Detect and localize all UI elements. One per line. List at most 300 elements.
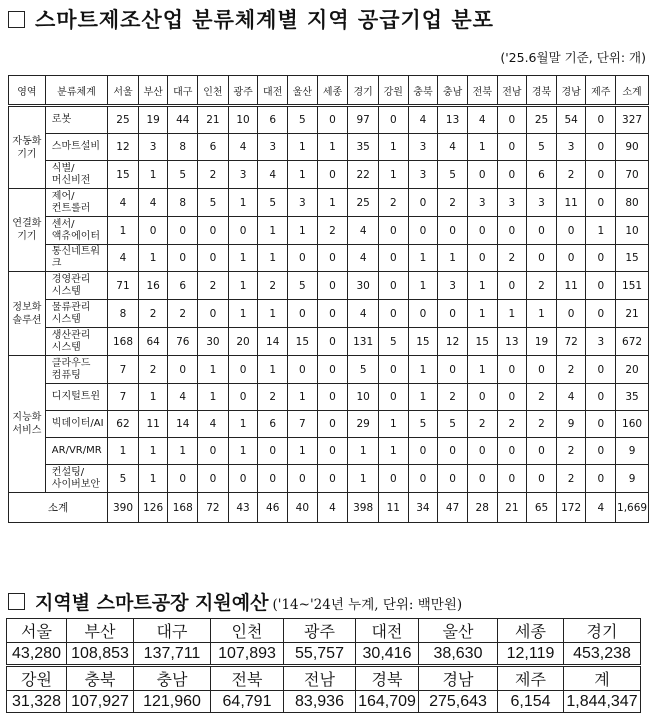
value-cell: 22: [348, 161, 379, 189]
value-cell: 0: [467, 438, 497, 465]
value-cell: 15: [616, 245, 649, 272]
budget-region-cell: 인천: [211, 619, 284, 643]
value-cell: 1: [467, 300, 497, 328]
value-cell: 1: [258, 300, 288, 328]
value-cell: 4: [556, 384, 586, 411]
budget-value-cell: 30,416: [356, 643, 419, 666]
value-cell: 0: [198, 438, 229, 465]
value-cell: 8: [168, 189, 198, 217]
value-cell: 0: [497, 384, 527, 411]
value-cell: 2: [497, 411, 527, 438]
value-cell: 16: [138, 272, 168, 300]
column-header: 충남: [438, 76, 468, 106]
value-cell: 3: [288, 189, 318, 217]
value-cell: 0: [288, 465, 318, 493]
total-value-cell: 72: [198, 493, 229, 523]
value-cell: 0: [198, 245, 229, 272]
value-cell: 0: [317, 384, 348, 411]
budget-value-cell: 64,791: [211, 691, 284, 713]
total-value-cell: 4: [586, 493, 616, 523]
value-cell: 6: [258, 411, 288, 438]
value-cell: 4: [348, 300, 379, 328]
value-cell: 0: [258, 465, 288, 493]
budget-value-cell: 164,709: [356, 691, 419, 713]
value-cell: 8: [108, 300, 139, 328]
area-cell: 정보화 솔루션: [9, 272, 46, 356]
value-cell: 1: [467, 134, 497, 161]
value-cell: 0: [586, 438, 616, 465]
area-cell: 지능화 서비스: [9, 356, 46, 493]
value-cell: 327: [616, 106, 649, 134]
value-cell: 1: [228, 245, 258, 272]
table-row: [9, 189, 649, 217]
value-cell: 21: [198, 106, 229, 134]
section2-title: [8, 588, 462, 615]
column-header: 부산: [138, 76, 168, 106]
value-cell: 160: [616, 411, 649, 438]
value-cell: 0: [228, 465, 258, 493]
table-row: [9, 134, 649, 161]
value-cell: 0: [527, 356, 557, 384]
column-header: 세종: [317, 76, 348, 106]
value-cell: 2: [168, 300, 198, 328]
value-cell: 2: [378, 189, 408, 217]
value-cell: 0: [228, 356, 258, 384]
value-cell: 0: [378, 245, 408, 272]
table-row: [9, 300, 649, 328]
value-cell: 3: [556, 134, 586, 161]
value-cell: 0: [497, 106, 527, 134]
value-cell: 4: [138, 189, 168, 217]
category-cell: 통신네트워크: [45, 245, 107, 272]
checkbox-square-icon: [8, 11, 25, 28]
value-cell: 1: [168, 438, 198, 465]
total-value-cell: 34: [408, 493, 438, 523]
value-cell: 1: [438, 245, 468, 272]
value-cell: 0: [317, 438, 348, 465]
budget-region-cell: 부산: [67, 619, 134, 643]
value-cell: 64: [138, 328, 168, 356]
value-cell: 0: [556, 217, 586, 245]
value-cell: 0: [556, 245, 586, 272]
total-row: [9, 493, 649, 523]
value-cell: 2: [527, 411, 557, 438]
value-cell: 3: [527, 189, 557, 217]
value-cell: 4: [438, 134, 468, 161]
budget-region-cell: 세종: [498, 619, 564, 643]
category-cell: 식별/ 머신비전: [45, 161, 107, 189]
value-cell: 0: [527, 438, 557, 465]
table-row: [9, 411, 649, 438]
value-cell: 1: [258, 217, 288, 245]
value-cell: 30: [348, 272, 379, 300]
value-cell: 0: [288, 356, 318, 384]
section2-subtitle: ('14~'24년 누계, 단위: 백만원): [272, 597, 463, 613]
value-cell: 2: [138, 300, 168, 328]
budget-value-cell: 453,238: [564, 643, 641, 666]
value-cell: 0: [467, 465, 497, 493]
value-cell: 4: [467, 106, 497, 134]
value-cell: 0: [527, 245, 557, 272]
value-cell: 2: [438, 189, 468, 217]
budget-region-cell: 서울: [7, 619, 67, 643]
value-cell: 5: [348, 356, 379, 384]
section1-title: [8, 4, 494, 34]
value-cell: 0: [317, 328, 348, 356]
value-cell: 12: [438, 328, 468, 356]
column-header: 분류체계: [45, 76, 107, 106]
budget-region-cell: 전남: [284, 666, 356, 691]
value-cell: 6: [168, 272, 198, 300]
budget-value-row: [7, 691, 641, 713]
category-cell: 경영관리 시스템: [45, 272, 107, 300]
value-cell: 72: [556, 328, 586, 356]
category-cell: 스마트설비: [45, 134, 107, 161]
value-cell: 10: [616, 217, 649, 245]
value-cell: 1: [586, 217, 616, 245]
value-cell: 1: [378, 438, 408, 465]
table-row: [9, 217, 649, 245]
value-cell: 1: [258, 356, 288, 384]
budget-region-row: [7, 666, 641, 691]
value-cell: 0: [527, 217, 557, 245]
budget-table: [6, 618, 641, 713]
value-cell: 2: [527, 272, 557, 300]
value-cell: 0: [288, 245, 318, 272]
value-cell: 5: [438, 161, 468, 189]
table-row: [9, 356, 649, 384]
value-cell: 2: [138, 356, 168, 384]
value-cell: 6: [258, 106, 288, 134]
value-cell: 0: [228, 217, 258, 245]
value-cell: 0: [317, 245, 348, 272]
value-cell: 13: [438, 106, 468, 134]
value-cell: 71: [108, 272, 139, 300]
category-cell: 센서/ 액츄에이터: [45, 217, 107, 245]
value-cell: 1: [138, 465, 168, 493]
value-cell: 13: [497, 328, 527, 356]
value-cell: 1: [408, 245, 438, 272]
category-cell: 디지털트윈: [45, 384, 107, 411]
value-cell: 0: [497, 465, 527, 493]
column-header: 강원: [378, 76, 408, 106]
value-cell: 1: [378, 411, 408, 438]
budget-value-cell: 107,927: [67, 691, 134, 713]
value-cell: 3: [228, 161, 258, 189]
value-cell: 3: [138, 134, 168, 161]
column-header: 울산: [288, 76, 318, 106]
value-cell: 7: [108, 384, 139, 411]
value-cell: 3: [408, 161, 438, 189]
value-cell: 1: [378, 134, 408, 161]
value-cell: 54: [556, 106, 586, 134]
category-cell: AR/VR/MR: [45, 438, 107, 465]
value-cell: 0: [378, 465, 408, 493]
value-cell: 2: [467, 411, 497, 438]
value-cell: 0: [288, 300, 318, 328]
value-cell: 131: [348, 328, 379, 356]
value-cell: 0: [228, 384, 258, 411]
value-cell: 1: [288, 161, 318, 189]
value-cell: 0: [378, 300, 408, 328]
value-cell: 1: [408, 384, 438, 411]
table-row: [9, 161, 649, 189]
value-cell: 2: [258, 384, 288, 411]
value-cell: 11: [556, 189, 586, 217]
value-cell: 15: [288, 328, 318, 356]
unit-note: ('25.6월말 기준, 단위: 개): [500, 50, 646, 65]
budget-region-cell: 대전: [356, 619, 419, 643]
table-row: [9, 272, 649, 300]
value-cell: 70: [616, 161, 649, 189]
value-cell: 5: [198, 189, 229, 217]
total-value-cell: 28: [467, 493, 497, 523]
value-cell: 0: [438, 300, 468, 328]
value-cell: 2: [258, 272, 288, 300]
value-cell: 0: [408, 438, 438, 465]
value-cell: 4: [108, 189, 139, 217]
value-cell: 76: [168, 328, 198, 356]
value-cell: 7: [288, 411, 318, 438]
area-cell: 자동화 기기: [9, 106, 46, 189]
value-cell: 0: [408, 300, 438, 328]
value-cell: 2: [556, 356, 586, 384]
value-cell: 5: [288, 106, 318, 134]
value-cell: 0: [438, 356, 468, 384]
budget-value-cell: 55,757: [284, 643, 356, 666]
value-cell: 1: [138, 438, 168, 465]
value-cell: 9: [616, 438, 649, 465]
value-cell: 0: [586, 189, 616, 217]
value-cell: 14: [258, 328, 288, 356]
value-cell: 25: [527, 106, 557, 134]
value-cell: 62: [108, 411, 139, 438]
budget-region-cell: 충남: [134, 666, 211, 691]
value-cell: 0: [467, 384, 497, 411]
budget-region-cell: 계: [564, 666, 641, 691]
value-cell: 4: [258, 161, 288, 189]
value-cell: 4: [108, 245, 139, 272]
value-cell: 0: [378, 106, 408, 134]
value-cell: 8: [168, 134, 198, 161]
value-cell: 15: [108, 161, 139, 189]
value-cell: 0: [497, 438, 527, 465]
table-row: [9, 384, 649, 411]
column-header: 인천: [198, 76, 229, 106]
value-cell: 15: [467, 328, 497, 356]
value-cell: 1: [228, 300, 258, 328]
value-cell: 4: [348, 217, 379, 245]
value-cell: 0: [317, 411, 348, 438]
total-value-cell: 168: [168, 493, 198, 523]
total-value-cell: 1,669: [616, 493, 649, 523]
column-header: 경기: [348, 76, 379, 106]
value-cell: 3: [438, 272, 468, 300]
value-cell: 168: [108, 328, 139, 356]
column-header: 대전: [258, 76, 288, 106]
value-cell: 1: [288, 438, 318, 465]
category-cell: 컨설팅/ 사이버보안: [45, 465, 107, 493]
value-cell: 1: [348, 465, 379, 493]
value-cell: 0: [586, 134, 616, 161]
budget-region-cell: 충북: [67, 666, 134, 691]
budget-region-cell: 울산: [419, 619, 498, 643]
value-cell: 1: [288, 134, 318, 161]
value-cell: 151: [616, 272, 649, 300]
value-cell: 0: [586, 356, 616, 384]
value-cell: 3: [467, 189, 497, 217]
value-cell: 2: [497, 245, 527, 272]
value-cell: 5: [378, 328, 408, 356]
budget-value-cell: 275,643: [419, 691, 498, 713]
table-row: [9, 245, 649, 272]
value-cell: 4: [198, 411, 229, 438]
budget-region-cell: 경남: [419, 666, 498, 691]
value-cell: 4: [168, 384, 198, 411]
value-cell: 0: [408, 465, 438, 493]
column-header: 제주: [586, 76, 616, 106]
total-value-cell: 4: [317, 493, 348, 523]
value-cell: 1: [228, 411, 258, 438]
value-cell: 2: [527, 384, 557, 411]
value-cell: 2: [198, 272, 229, 300]
category-cell: 클라우드 컴퓨팅: [45, 356, 107, 384]
total-value-cell: 172: [556, 493, 586, 523]
value-cell: 0: [467, 217, 497, 245]
value-cell: 1: [198, 356, 229, 384]
total-value-cell: 21: [497, 493, 527, 523]
value-cell: 0: [438, 438, 468, 465]
value-cell: 25: [108, 106, 139, 134]
value-cell: 5: [408, 411, 438, 438]
column-header: 경남: [556, 76, 586, 106]
value-cell: 1: [108, 217, 139, 245]
value-cell: 0: [586, 245, 616, 272]
value-cell: 1: [348, 438, 379, 465]
total-value-cell: 43: [228, 493, 258, 523]
total-value-cell: 390: [108, 493, 139, 523]
value-cell: 1: [228, 189, 258, 217]
value-cell: 1: [198, 384, 229, 411]
value-cell: 25: [348, 189, 379, 217]
value-cell: 0: [438, 217, 468, 245]
value-cell: 4: [408, 106, 438, 134]
table-row: [9, 328, 649, 356]
value-cell: 0: [378, 272, 408, 300]
value-cell: 672: [616, 328, 649, 356]
value-cell: 0: [317, 300, 348, 328]
value-cell: 0: [317, 161, 348, 189]
value-cell: 21: [616, 300, 649, 328]
value-cell: 11: [556, 272, 586, 300]
section1-title-text: 스마트제조산업 분류체계별 지역 공급기업 분포: [35, 8, 494, 32]
budget-region-row: [7, 619, 641, 643]
budget-value-cell: 1,844,347: [564, 691, 641, 713]
budget-value-cell: 137,711: [134, 643, 211, 666]
value-cell: 0: [378, 217, 408, 245]
value-cell: 2: [198, 161, 229, 189]
value-cell: 5: [108, 465, 139, 493]
total-value-cell: 65: [527, 493, 557, 523]
column-header: 경북: [527, 76, 557, 106]
value-cell: 5: [438, 411, 468, 438]
value-cell: 0: [586, 411, 616, 438]
column-header: 충북: [408, 76, 438, 106]
value-cell: 0: [408, 189, 438, 217]
value-cell: 0: [586, 161, 616, 189]
value-cell: 1: [408, 356, 438, 384]
value-cell: 1: [527, 300, 557, 328]
value-cell: 3: [408, 134, 438, 161]
value-cell: 1: [378, 161, 408, 189]
value-cell: 9: [556, 411, 586, 438]
value-cell: 5: [168, 161, 198, 189]
budget-value-cell: 107,893: [211, 643, 284, 666]
value-cell: 0: [317, 356, 348, 384]
value-cell: 20: [616, 356, 649, 384]
total-value-cell: 398: [348, 493, 379, 523]
budget-value-cell: 12,119: [498, 643, 564, 666]
budget-value-row: [7, 643, 641, 666]
category-cell: 로봇: [45, 106, 107, 134]
value-cell: 3: [586, 328, 616, 356]
value-cell: 0: [586, 465, 616, 493]
value-cell: 7: [108, 356, 139, 384]
value-cell: 97: [348, 106, 379, 134]
value-cell: 4: [348, 245, 379, 272]
value-cell: 0: [378, 384, 408, 411]
value-cell: 12: [108, 134, 139, 161]
value-cell: 19: [527, 328, 557, 356]
value-cell: 1: [228, 438, 258, 465]
category-cell: 제어/ 컨트롤러: [45, 189, 107, 217]
value-cell: 0: [198, 300, 229, 328]
value-cell: 1: [138, 161, 168, 189]
column-header: 전북: [467, 76, 497, 106]
value-cell: 1: [497, 300, 527, 328]
budget-value-cell: 121,960: [134, 691, 211, 713]
value-cell: 19: [138, 106, 168, 134]
value-cell: 90: [616, 134, 649, 161]
value-cell: 3: [497, 189, 527, 217]
table-row: [9, 465, 649, 493]
value-cell: 0: [138, 217, 168, 245]
value-cell: 1: [138, 384, 168, 411]
value-cell: 30: [198, 328, 229, 356]
category-cell: 생산관리 시스템: [45, 328, 107, 356]
value-cell: 35: [348, 134, 379, 161]
value-cell: 0: [317, 106, 348, 134]
value-cell: 0: [438, 465, 468, 493]
value-cell: 2: [317, 217, 348, 245]
budget-value-cell: 31,328: [7, 691, 67, 713]
value-cell: 6: [527, 161, 557, 189]
total-value-cell: 126: [138, 493, 168, 523]
value-cell: 1: [258, 245, 288, 272]
value-cell: 0: [497, 217, 527, 245]
value-cell: 0: [586, 106, 616, 134]
value-cell: 1: [467, 356, 497, 384]
value-cell: 0: [556, 300, 586, 328]
value-cell: 0: [168, 245, 198, 272]
value-cell: 0: [497, 134, 527, 161]
value-cell: 0: [467, 161, 497, 189]
value-cell: 10: [228, 106, 258, 134]
value-cell: 5: [258, 189, 288, 217]
value-cell: 3: [258, 134, 288, 161]
value-cell: 15: [408, 328, 438, 356]
budget-region-cell: 광주: [284, 619, 356, 643]
